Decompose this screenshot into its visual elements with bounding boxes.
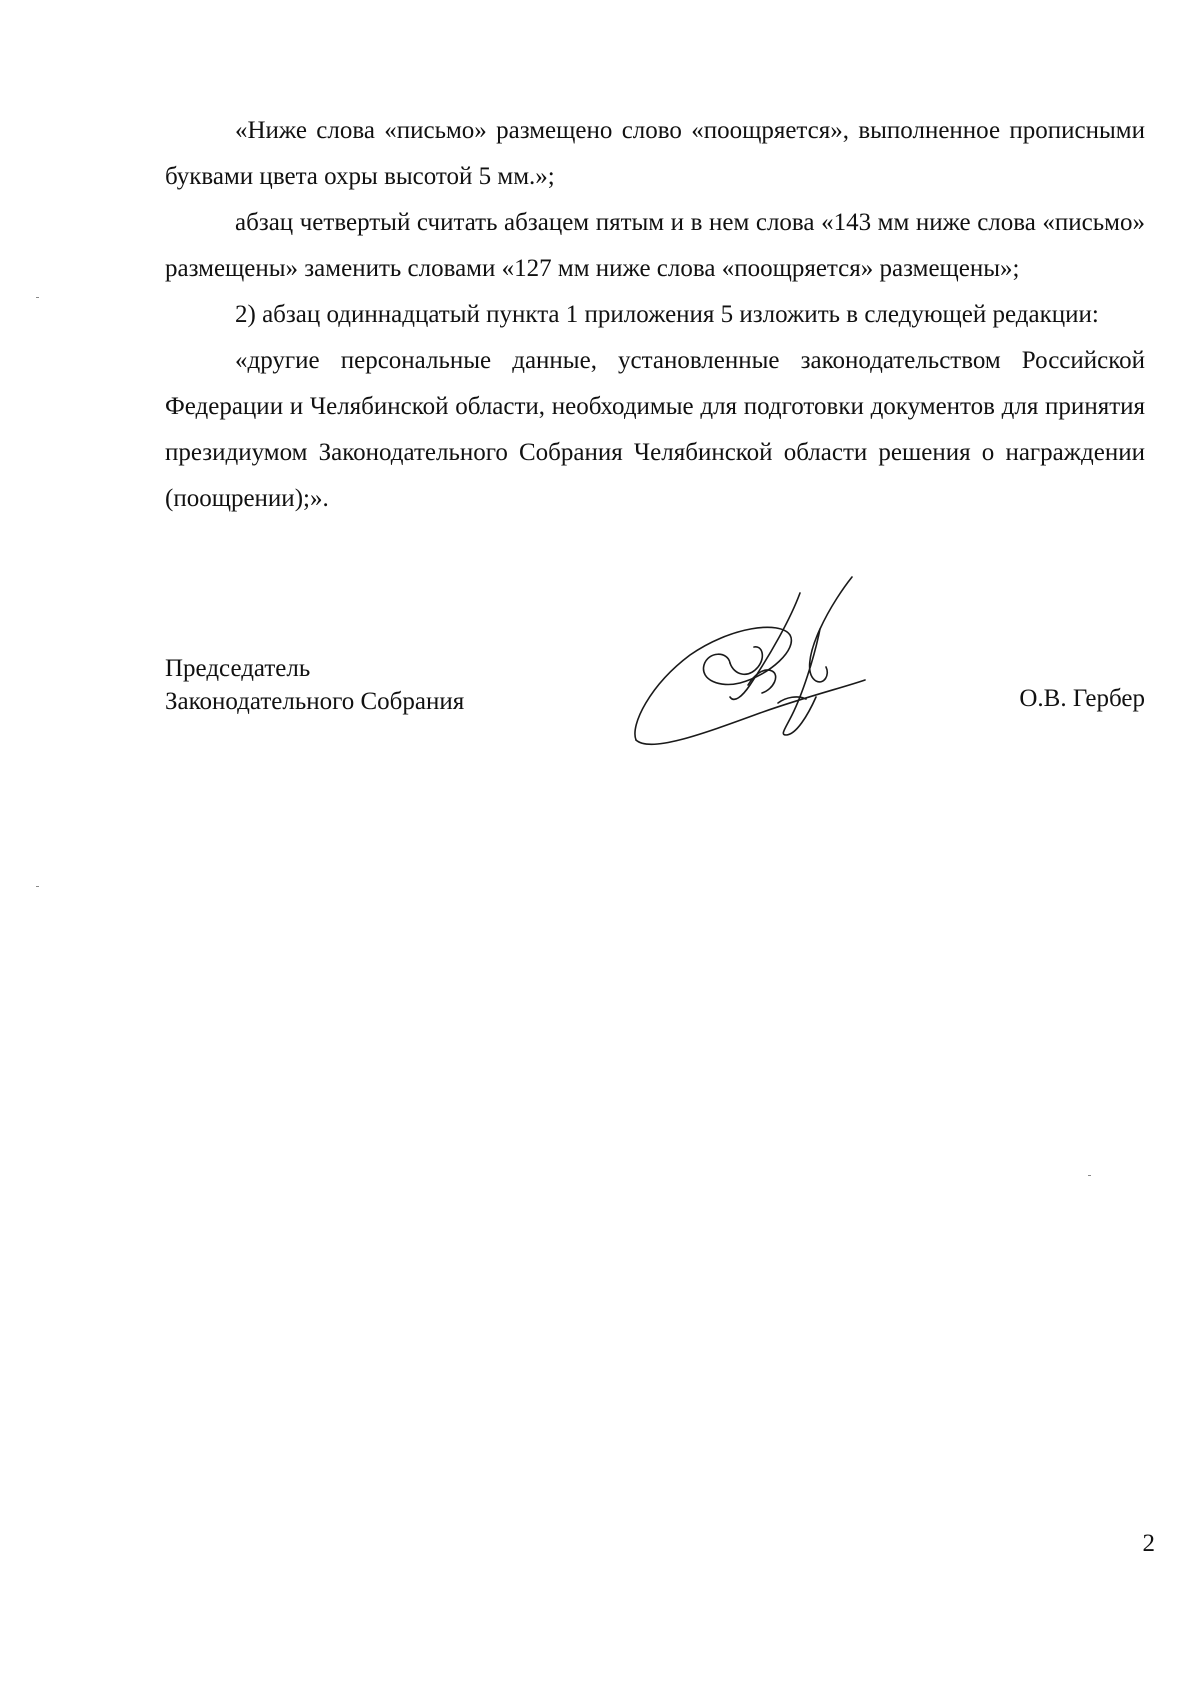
signer-position (165, 652, 585, 718)
page-number: 2 (1142, 1530, 1155, 1557)
paragraph-4: «другие персональные данные, установленные законодательством Российской Федерации и Челябинской области, необходимые для подготовки документов для принятия президиумом Законодательного Собрания Челябинской области решения о награждении (поощрении);». (165, 347, 1145, 512)
paragraph-2: абзац четвертый считать абзацем пятым и в нем слова «143 мм ниже слова «письмо» размещены» заменить словами «127 мм ниже слова «поощряется» размещены»; (165, 209, 1145, 282)
paragraph-1: «Ниже слова «письмо» размещено слово «поощряется», выполненное прописными буквами цвета охры высотой 5 мм.»; (165, 117, 1145, 190)
signer-name: О.В. Гербер (1019, 685, 1145, 712)
scan-speck (1088, 1175, 1091, 1176)
document-body (165, 108, 1145, 522)
signer-position-line-1: Председатель (165, 655, 311, 682)
scan-speck (36, 886, 39, 887)
paragraph-3: 2) абзац одиннадцатый пункта 1 приложения 5 изложить в следующей редакции: (235, 301, 1099, 328)
signer-position-line-2: Законодательного Собрания (165, 688, 465, 715)
scan-speck (36, 297, 39, 298)
handwritten-signature (630, 575, 910, 760)
